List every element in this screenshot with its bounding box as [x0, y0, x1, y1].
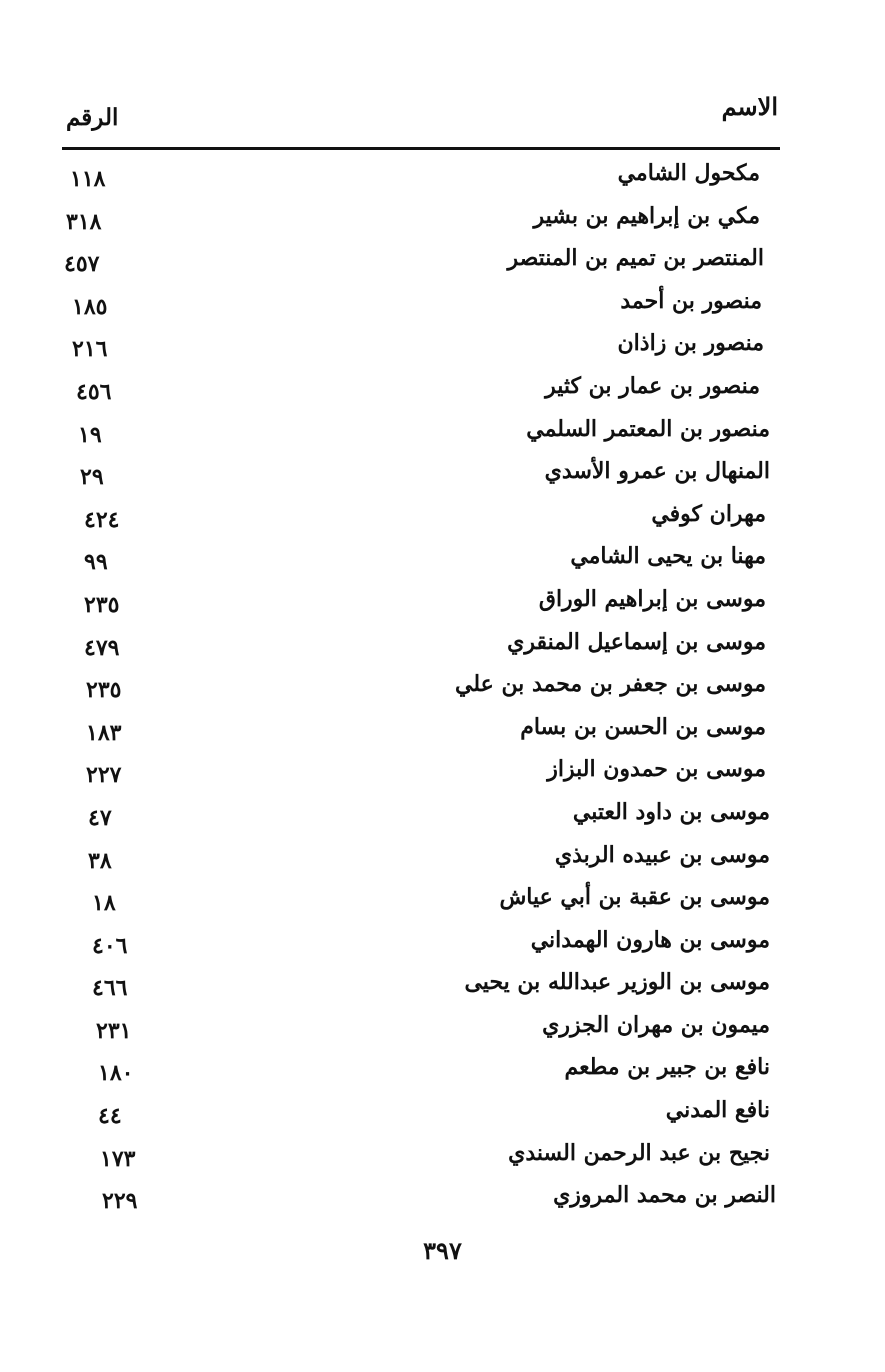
- number-column-header: الرقم: [66, 104, 119, 131]
- entry-number: ٣٨: [88, 847, 112, 874]
- entry-name: النصر بن محمد المروزي: [553, 1182, 776, 1209]
- entry-number: ١٨٥: [72, 293, 108, 320]
- entries-list: [62, 156, 822, 1221]
- entry-name: نافع المدني: [665, 1097, 770, 1124]
- entry-name: نافع بن جبير بن مطعم: [564, 1054, 770, 1081]
- entry-name: موسى بن عقبة بن أبي عياش: [499, 884, 770, 911]
- entry-number: ١٩: [78, 421, 102, 448]
- list-item: [62, 326, 822, 369]
- entry-number: ٤٧٩: [84, 634, 120, 661]
- list-item: [62, 752, 822, 795]
- entry-number: ١١٨: [70, 166, 106, 192]
- entry-name: مهنا بن يحيى الشامي: [570, 543, 766, 570]
- entry-name: موسى بن الوزير عبدالله بن يحيى: [464, 969, 770, 996]
- entry-name: مكحول الشامي: [617, 160, 760, 186]
- entry-number: ١٧٣: [100, 1145, 136, 1172]
- list-item: [62, 1093, 822, 1136]
- entry-name: منصور بن زاذان: [617, 330, 764, 357]
- entry-name: موسى بن عبيده الربذي: [554, 841, 770, 868]
- entry-number: ٢٩: [80, 464, 104, 491]
- entry-number: ٤٥٦: [76, 378, 112, 405]
- list-item: [62, 199, 822, 242]
- entry-name: منصور بن عمار بن كثير: [545, 372, 760, 399]
- list-item: [62, 880, 822, 923]
- list-item: [62, 539, 822, 582]
- entry-name: مهران كوفي: [651, 500, 766, 527]
- list-item: [62, 284, 822, 327]
- entry-name: ميمون بن مهران الجزري: [542, 1011, 770, 1038]
- entry-name: موسى بن إسماعيل المنقري: [507, 628, 766, 655]
- entry-name: نجيح بن عبد الرحمن السندي: [508, 1139, 770, 1166]
- list-item: [62, 156, 822, 199]
- table-header: [62, 88, 784, 148]
- entry-name: موسى بن الحسن بن بسام: [520, 713, 766, 740]
- entry-name: موسى بن داود العتبي: [572, 798, 770, 825]
- list-item: [62, 965, 822, 1008]
- list-item: [62, 1008, 822, 1051]
- page-number: ٣٩٧: [423, 1236, 462, 1265]
- entry-number: ٤٥٧: [64, 251, 100, 278]
- entry-number: ٩٩: [84, 549, 108, 576]
- entry-name: المنتصر بن تميم بن المنتصر: [507, 245, 764, 272]
- entry-name: موسى بن هارون الهمداني: [530, 926, 770, 953]
- entry-number: ٢٣٥: [84, 591, 120, 618]
- entry-number: ٤٢٤: [84, 506, 120, 533]
- list-item: [62, 454, 822, 497]
- list-item: [62, 582, 822, 625]
- entry-number: ٢٣١: [96, 1017, 132, 1044]
- entry-number: ١٨٣: [86, 719, 122, 746]
- entry-name: منصور بن المعتمر السلمي: [526, 415, 770, 442]
- list-item: [62, 412, 822, 455]
- entry-number: ١٨: [92, 890, 116, 917]
- list-item: [62, 923, 822, 966]
- entry-number: ٢١٦: [72, 336, 108, 363]
- list-item: [62, 838, 822, 881]
- entry-name: موسى بن إبراهيم الوراق: [538, 585, 766, 612]
- list-item: [62, 497, 822, 540]
- list-item: [62, 710, 822, 753]
- entry-name: مكي بن إبراهيم بن بشير: [533, 202, 760, 229]
- entry-number: ٣١٨: [66, 208, 102, 235]
- list-item: [62, 667, 822, 710]
- list-item: [62, 625, 822, 668]
- list-item: [62, 1136, 822, 1179]
- entry-number: ٤٤: [98, 1103, 122, 1130]
- entry-number: ١٨٠: [98, 1060, 134, 1087]
- entry-number: ٤٧: [88, 804, 112, 831]
- entry-number: ٤٦٦: [92, 975, 128, 1002]
- entry-number: ٤٠٦: [92, 932, 128, 959]
- entry-name: موسى بن حمدون البزاز: [547, 756, 766, 783]
- list-item: [62, 1050, 822, 1093]
- list-item: [62, 795, 822, 838]
- header-divider: [62, 147, 780, 150]
- list-item: [62, 1178, 822, 1221]
- entry-number: ٢٢٧: [86, 762, 122, 789]
- entry-name: منصور بن أحمد: [620, 287, 762, 314]
- list-item: [62, 241, 822, 284]
- entry-number: ٢٢٩: [102, 1188, 138, 1215]
- list-item: [62, 369, 822, 412]
- name-column-header: الاسم: [721, 92, 778, 121]
- entry-name: المنهال بن عمرو الأسدي: [544, 458, 770, 485]
- entry-name: موسى بن جعفر بن محمد بن علي: [455, 671, 766, 698]
- entry-number: ٢٣٥: [86, 677, 122, 704]
